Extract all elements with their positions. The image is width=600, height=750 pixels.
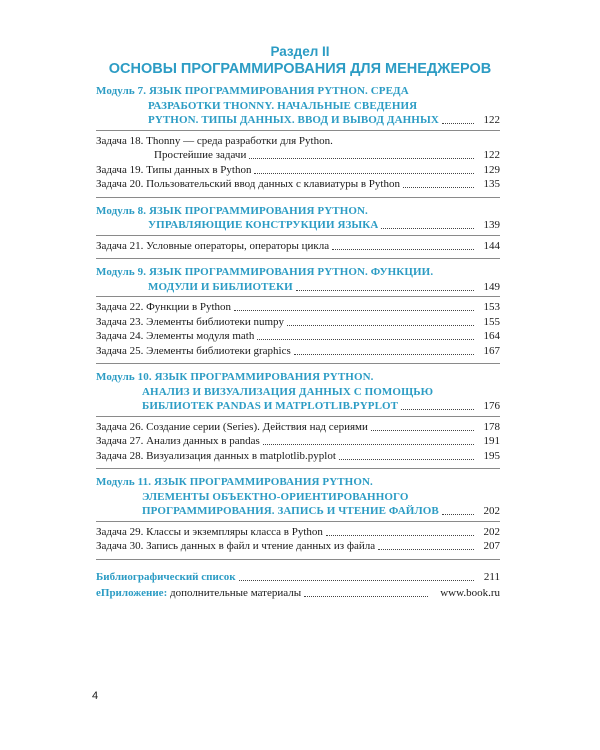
module-heading-line	[96, 504, 500, 518]
task-entry	[96, 539, 375, 553]
task-line	[96, 329, 500, 343]
module-title-line: ЯЗЫК ПРОГРАММИРОВАНИЯ PYTHON. СРЕДА	[148, 85, 409, 97]
module-heading-line	[96, 399, 500, 413]
module-title-line: РАЗРАБОТКИ THONNY. НАЧАЛЬНЫЕ СВЕДЕНИЯ	[148, 99, 418, 112]
module-title-line: ЭЛЕМЕНТЫ ОБЪЕКТНО-ОРИЕНТИРОВАННОГО	[142, 490, 409, 503]
module-label: Модуль 11.	[96, 476, 152, 488]
bibliography-page-number: 211	[483, 570, 500, 583]
task-line	[96, 539, 500, 553]
task-label: Задача 29.	[96, 525, 144, 538]
task-line	[96, 148, 500, 162]
dot-leader	[442, 123, 474, 124]
module-page-number: 149	[483, 280, 500, 293]
module-heading	[96, 280, 293, 294]
task-line	[96, 420, 500, 434]
task-label: Задача 18.	[96, 134, 144, 147]
module-heading	[96, 265, 433, 279]
task-line	[96, 449, 500, 463]
task-title: Условные операторы, операторы цикла	[146, 239, 330, 252]
module-title-line: МОДУЛИ И БИБЛИОТЕКИ	[148, 280, 293, 293]
module-label: Модуль 9.	[96, 266, 147, 278]
task-title: Функции в Python	[146, 301, 232, 313]
module-heading-line	[96, 218, 500, 232]
task-entry	[96, 163, 251, 177]
task-label: Задача 30.	[96, 540, 144, 552]
module-heading-line	[96, 99, 500, 113]
dot-leader	[332, 249, 474, 250]
module-heading-line	[96, 84, 500, 98]
module-title-line: ЯЗЫК ПРОГРАММИРОВАНИЯ PYTHON. ФУНКЦИИ.	[148, 266, 434, 278]
module-heading	[96, 204, 368, 218]
section-divider	[96, 521, 500, 522]
task-page-number: 144	[483, 239, 500, 252]
bibliography-text: Библиографический список	[96, 570, 236, 583]
dot-leader	[381, 228, 474, 229]
task-title: Элементы модуля math	[146, 330, 255, 342]
task-line	[96, 300, 500, 314]
eappendix-entry	[96, 586, 500, 600]
dot-leader	[254, 173, 474, 174]
section-divider	[96, 258, 500, 259]
task-title: Классы и экземпляры класса в Python	[146, 525, 323, 538]
task-label: Задача 26.	[96, 420, 144, 433]
module-heading-line	[96, 204, 500, 218]
task-line	[96, 239, 500, 253]
task-label: Задача 24.	[96, 330, 144, 342]
task-title: Создание серии (Series). Действия над сериями	[146, 420, 368, 433]
task-entry	[96, 420, 368, 434]
task-label: Задача 25.	[96, 344, 144, 357]
dot-leader	[263, 444, 474, 445]
task-entry	[96, 525, 323, 539]
module-heading-line	[96, 490, 500, 504]
module-title-line: ЯЗЫК ПРОГРАММИРОВАНИЯ PYTHON.	[153, 476, 373, 488]
dot-leader	[326, 535, 474, 536]
module-heading-line	[96, 370, 500, 384]
dot-leader	[249, 158, 474, 159]
task-label: Задача 21.	[96, 239, 144, 252]
task-label: Задача 22.	[96, 301, 144, 313]
dot-leader	[257, 339, 474, 340]
module-label: Модуль 8.	[96, 204, 147, 217]
module-heading	[96, 399, 398, 413]
task-line	[96, 134, 500, 148]
module-heading	[96, 490, 408, 504]
task-entry	[96, 315, 284, 329]
section-divider	[96, 363, 500, 364]
module-heading-line	[96, 385, 500, 399]
module-heading-line	[96, 113, 500, 127]
section-divider	[96, 197, 500, 198]
section-divider	[96, 468, 500, 469]
task-line	[96, 315, 500, 329]
dot-leader	[304, 596, 428, 597]
section-divider	[96, 235, 500, 236]
bibliography-entry	[96, 570, 500, 584]
task-page-number: 195	[483, 449, 500, 462]
task-title: Анализ данных в pandas	[146, 435, 260, 447]
eappendix-label: еПриложение:	[96, 587, 168, 599]
eappendix-url[interactable]: www.book.ru	[440, 587, 500, 599]
task-line	[96, 525, 500, 539]
task-entry	[96, 344, 291, 358]
bibliography-label	[96, 570, 236, 584]
task-page-number: 129	[483, 163, 500, 176]
task-entry	[96, 329, 254, 343]
module-heading	[96, 99, 417, 113]
task-page-number: 164	[483, 330, 500, 342]
task-title: Элементы библиотеки numpy	[146, 315, 285, 328]
dot-leader	[294, 354, 474, 355]
task-page-number: 191	[483, 435, 500, 447]
task-page-number: 207	[483, 540, 500, 552]
module-page-number: 202	[483, 505, 500, 517]
module-label: Модуль 10.	[96, 371, 152, 383]
page-number: 4	[92, 690, 99, 702]
dot-leader	[339, 459, 474, 460]
task-title: Thonny — среда разработки для Python.	[146, 134, 333, 147]
task-entry	[96, 177, 400, 191]
module-label: Модуль 7.	[96, 85, 147, 97]
task-label: Задача 27.	[96, 435, 144, 447]
eappendix-lead	[96, 586, 301, 600]
dot-leader	[371, 430, 474, 431]
section-title: ОСНОВЫ ПРОГРАММИРОВАНИЯ ДЛЯ МЕНЕДЖЕРОВ	[108, 61, 492, 77]
dot-leader	[378, 549, 474, 550]
task-label: Задача 19.	[96, 163, 144, 176]
dot-leader	[234, 310, 474, 311]
module-heading	[96, 370, 374, 384]
task-entry	[96, 434, 260, 448]
task-title: Визуализация данных в matplotlib.pyplot	[146, 449, 336, 462]
module-title-line: ПРОГРАММИРОВАНИЯ. ЗАПИСЬ И ЧТЕНИЕ ФАЙЛОВ	[142, 505, 439, 517]
module-heading	[96, 475, 373, 489]
task-line	[96, 344, 500, 358]
module-title-line: ЯЗЫК ПРОГРАММИРОВАНИЯ PYTHON.	[148, 204, 368, 217]
module-heading	[96, 113, 439, 127]
module-heading	[96, 385, 433, 399]
task-title: Элементы библиотеки graphics	[146, 344, 291, 357]
module-heading	[96, 504, 439, 518]
dot-leader	[239, 580, 474, 581]
task-label: Задача 23.	[96, 315, 144, 328]
task-page-number: 155	[483, 315, 500, 328]
task-line	[96, 163, 500, 177]
task-entry	[96, 300, 231, 314]
module-page-number: 122	[483, 114, 500, 126]
task-title: Пользовательский ввод данных с клавиатуры в Python	[146, 178, 400, 190]
module-heading-line	[96, 280, 500, 294]
task-label: Задача 20.	[96, 178, 144, 190]
task-title: Простейшие задачи	[154, 149, 247, 161]
task-label: Задача 28.	[96, 449, 144, 462]
module-heading-line	[96, 265, 500, 279]
dot-leader	[296, 290, 474, 291]
section-divider	[96, 296, 500, 297]
module-page-number: 139	[483, 219, 500, 231]
task-page-number: 135	[483, 178, 500, 190]
dot-leader	[401, 409, 474, 410]
module-page-number: 176	[483, 400, 500, 412]
module-title-line: БИБЛИОТЕК PANDAS И MATPLOTLIB.PYPLOT	[142, 400, 399, 412]
task-entry	[96, 134, 333, 148]
task-line	[96, 177, 500, 191]
module-heading	[96, 84, 409, 98]
task-entry	[96, 148, 246, 162]
module-title-line: ЯЗЫК ПРОГРАММИРОВАНИЯ PYTHON.	[154, 371, 374, 383]
module-heading	[96, 218, 378, 232]
task-page-number: 178	[483, 420, 500, 433]
task-page-number: 202	[483, 525, 500, 538]
module-title-line: АНАЛИЗ И ВИЗУАЛИЗАЦИЯ ДАННЫХ С ПОМОЩЬЮ	[142, 385, 434, 398]
section-divider	[96, 559, 500, 560]
dot-leader	[442, 514, 474, 515]
section-divider	[96, 130, 500, 131]
task-entry	[96, 239, 329, 253]
dot-leader	[287, 325, 474, 326]
module-title-line: PYTHON. ТИПЫ ДАННЫХ. ВВОД И ВЫВОД ДАННЫХ	[148, 114, 439, 126]
module-title-line: УПРАВЛЯЮЩИЕ КОНСТРУКЦИИ ЯЗЫКА	[148, 219, 379, 231]
section-label: Раздел II	[270, 44, 330, 59]
task-title: Типы данных в Python	[146, 163, 252, 176]
task-page-number: 167	[483, 344, 500, 357]
section-divider	[96, 416, 500, 417]
eappendix-text: дополнительные материалы	[169, 587, 302, 599]
task-page-number: 122	[483, 149, 500, 161]
module-heading-line	[96, 475, 500, 489]
task-line	[96, 434, 500, 448]
task-title: Запись данных в файл и чтение данных из файла	[146, 540, 376, 552]
dot-leader	[403, 187, 474, 188]
task-page-number: 153	[483, 301, 500, 313]
task-entry	[96, 449, 336, 463]
